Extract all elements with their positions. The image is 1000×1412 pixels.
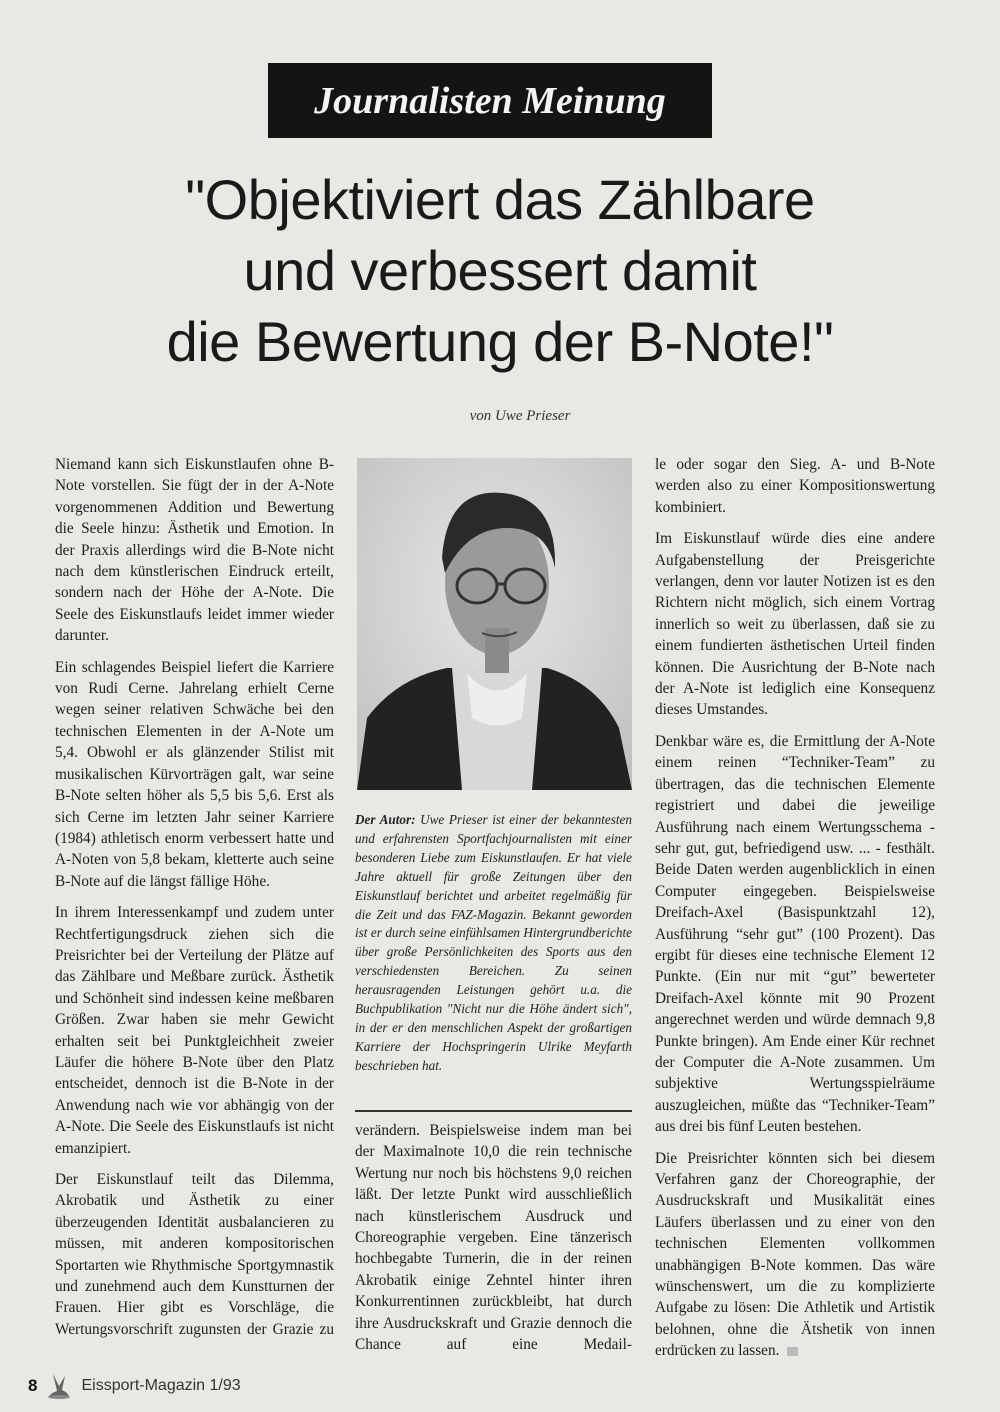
column-right [655, 454, 935, 1372]
headline [40, 164, 960, 377]
paragraph-text: Die Preisrichter könnten sich bei diesem Verfahren ganz der Choreographie, der Ausdruckskraft und Musikalität eines Läufers überlassen und zu einer von den technischen Elementen vollkommen unabhängigen B-Note kommen. Das wäre wünschenswert, um die zu komplizierte Aufgabe zu lösen: Die Athletik und Artistik belohnen, ohne die Ätshetik von innen erdrücken zu lassen. [655, 1149, 935, 1360]
paragraph: Im Eiskunstlauf würde dies eine andere Aufgabenstellung der Preisgerichte verlangen, denn vor lauter Notizen ist es den Richtern nicht möglich, sich einem Vortrag innerlich so weit zu überlassen, daß sie zu einem fundierten ästhetischen Urteil finden können. Die Ausrichtung der B-Note nach der A-Note ist lediglich eine Konsequenz dieses Umstandes. [655, 530, 935, 719]
photo-caption [355, 811, 632, 1076]
divider [355, 1110, 632, 1112]
paragraph: le oder sogar den Sieg. A- und B-Note werden also zu einer Kompositionswertung kombiniert. [655, 456, 935, 516]
paragraph: Niemand kann sich Eiskunstlaufen ohne B-Note vorstellen. Sie fügt der in der A-Note vorgenommenen Addition und Bewertung die Seele hinzu: Ästhetik und Emotion. In der Praxis allerdings wird die B-Note nicht nach dem künstlerischen Eindruck erteilt, sondern nach der Höhe der A-Note. Die Seele des Eiskunstlaufs leidet immer wieder darunter. [55, 456, 334, 645]
column-left [55, 454, 334, 1340]
paragraph: Denkbar wäre es, die Ermittlung der A-Note einem reinen “Techniker-Team” zu übertragen, das die technischen Elemente registriert und dabei die jeweilige Ausführung nach einem Wertungsschema - sehr gut, gut, befriedigend usw. ... - festhält. Beide Daten werden augenblicklich in einen Computer eingegeben. Beispielsweise Dreifach-Axel (Basispunktzahl 12), Ausführung “sehr gut” (100 Prozent). Das ergibt für dieses eine technische Element 12 Punkte. (Ein nur mit “gut” bewerteter Dreifach-Axel könnte mit 90 Prozent angerechnet werden und würde demnach 9,8 Punkte bringen). Am Ende einer Kür rechnet der Computer die A-Note zusammen. Um subjektive Wertungsspielräume auszugleichen, müßte das “Techniker-Team” aus drei bis fünf Leuten bestehen. [655, 732, 935, 1136]
headline-line: "Objektiviert das Zählbare [185, 168, 815, 231]
page-number: 8 [28, 1376, 38, 1395]
headline-line: die Bewertung der B-Note!" [166, 310, 834, 373]
page-footer [28, 1372, 241, 1400]
magazine-issue: Eissport-Magazin 1/93 [81, 1377, 241, 1394]
paragraph: Ein schlagendes Beispiel liefert die Karriere von Rudi Cerne. Jahrelang erhielt Cerne wegen seiner relativen Schwäche bei den technischen Elementen in der A-Note um 5,4. Obwohl er als glänzender Stilist mit musikalischen Kürvorträgen galt, war seine B-Note selten höher als 5,5 bis 5,6. Erst als sich Cerne im letzten Jahr seiner Karriere (1984) athletisch enorm verbessert hatte und A-Noten von 5,8 bekam, kletterte auch seine B-Note auf die längst fällige Höhe. [55, 658, 334, 890]
caption-text: Uwe Prieser ist einer der bekanntesten und erfahrensten Sportfachjournalisten mit einer besonderen Liebe zum Eiskunstlaufen. Er hat viele Jahre aktuell für große Zeitungen über den Eiskunstlauf berichtet und arbeitet regelmäßig für die Zeit und das FAZ-Magazin. Bekannt geworden ist er durch seine einfühlsamen Hintergrundberichte über große Persönlichkeiten des Sports aus den verschiedensten Bereichen. Zu seinen herausragenden Leistungen gehört u.a. die Buchpublikation "Nicht nur die Höhe ändert sich", in der er den menschlichen Aspekt der großartigen Karriere der Hochspringerin Ulrike Meyfarth beschrieben hat. [355, 812, 632, 1073]
byline: von Uwe Prieser [469, 408, 571, 424]
paragraph: In ihrem Interessenkampf und zudem unter Rechtfertigungsdruck ziehen sich die Preisrichter bei der Verteilung der Plätze auf das Zählbare und Meßbare zurück. Ästhetik und Schönheit sind indessen keine meßbaren Größen. Zwar haben sie mehr Gewicht erhalten seit bei Punktgleichheit zweier Läufer die höhere B-Note über den Platz entscheidet, dennoch ist die B-Note in der Anwendung nach wie vor abhängig von der A-Note. Die Seele des Eiskunstlaufs ist nicht emanzipiert. [55, 904, 334, 1157]
caption-label: Der Autor: [355, 812, 416, 827]
paragraph [655, 1148, 935, 1362]
author-photo [357, 458, 632, 790]
end-mark-icon [787, 1347, 798, 1356]
column-middle [355, 1120, 632, 1355]
paragraph: Der Eiskunstlauf teilt das Dilemma, Akrobatik und Ästhetik zu einer überzeugenden Identität ausbalancieren zu müssen, mit anderen kompositorischen Sportarten wie Rhythmische Sportgymnastik und zunehmend auch dem Kunstturnen der Frauen. Hier gibt es Vorschläge, die Wertungsvorschrift zugunsten der Grazie zu [55, 1171, 334, 1338]
magazine-logo-icon [45, 1372, 73, 1400]
section-title: Journalisten Meinung [314, 79, 666, 122]
section-banner [268, 63, 712, 138]
paragraph: verändern. Beispielsweise indem man bei der Maximalnote 10,0 die rein technische Wertung nur noch bis höchstens 9,0 reichen läßt. Der letzte Punkt wird ausschließlich nach künstlerischem Ausdruck und Choreographie vergeben. Eine tänzerisch hochbegabte Turnerin, die in der reinen Akrobatik einige Zehntel hinter ihren Konkurrentinnen zurückbleibt, hat durch ihre Ausdruckskraft und Grazie dennoch die Chance auf eine Medail- [355, 1122, 632, 1354]
headline-line: und verbessert damit [243, 239, 757, 302]
